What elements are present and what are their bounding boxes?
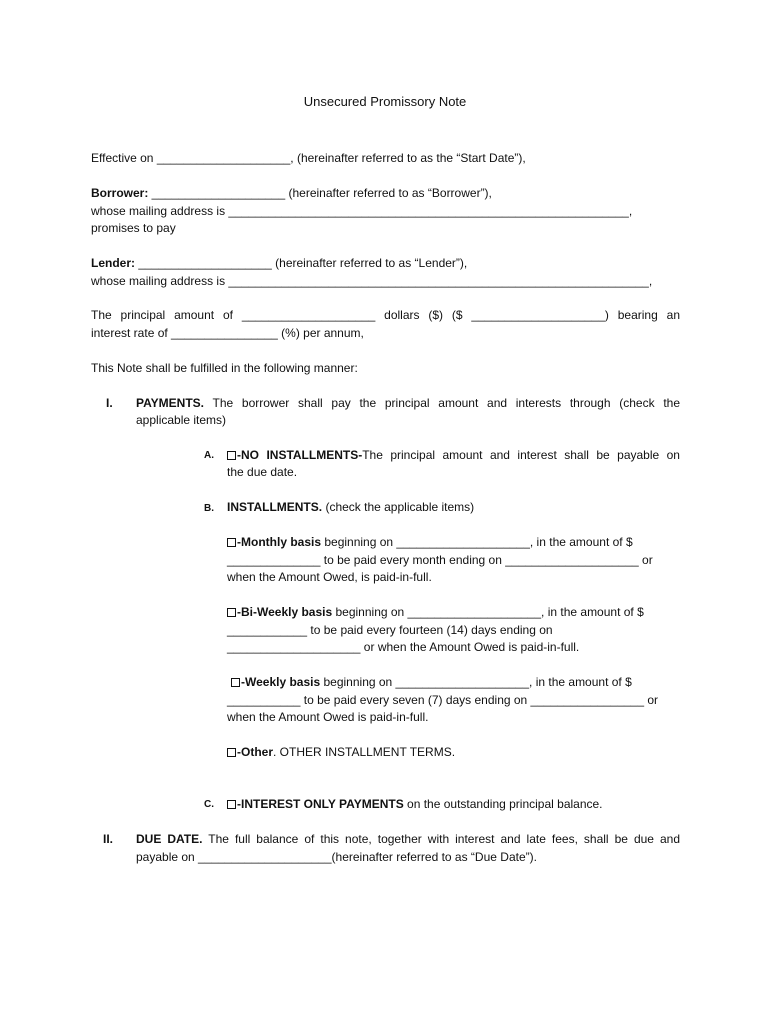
section-1-line-1 <box>136 396 680 410</box>
section-1-numeral: I. <box>106 396 113 410</box>
no-installments-checkbox[interactable] <box>227 451 236 460</box>
lender-line <box>91 256 467 270</box>
borrower-label: Borrower: <box>91 186 149 200</box>
item-c-letter: C. <box>204 799 214 810</box>
item-a-line-2: the due date. <box>227 465 298 479</box>
weekly-heading: -Weekly basis <box>241 675 321 689</box>
section-2-heading: DUE DATE. <box>136 832 203 846</box>
item-c-text: on the outstanding principal balance. <box>403 797 603 811</box>
weekly-line-1 <box>231 675 632 689</box>
monthly-checkbox[interactable] <box>227 538 236 547</box>
monthly-line-1 <box>227 535 633 549</box>
section-1-heading: PAYMENTS. <box>136 396 205 410</box>
section-2-numeral: II. <box>103 832 114 846</box>
item-b-text: (check the applicable items) <box>322 500 475 514</box>
item-b-line <box>227 500 474 514</box>
item-c-line <box>227 797 603 811</box>
effective-date-line: Effective on ____________________, (hereinafter referred to as the “Start Date”), <box>91 151 526 165</box>
item-b-letter: B. <box>204 503 214 514</box>
principal-line-2: interest rate of ________________ (%) per annum, <box>91 326 364 340</box>
monthly-line-3: when the Amount Owed, is paid-in-full. <box>227 570 432 584</box>
other-line <box>227 745 455 759</box>
borrower-promise-line: promises to pay <box>91 221 176 235</box>
principal-line-1: The principal amount of ____________________ dollars ($) ($ ____________________) bearing an <box>91 308 680 322</box>
weekly-text: beginning on ____________________, in the amount of $ <box>320 675 632 689</box>
section-1-line-2: applicable items) <box>136 413 227 427</box>
biweekly-text: beginning on ____________________, in the amount of $ <box>332 605 644 619</box>
weekly-checkbox[interactable] <box>231 678 240 687</box>
biweekly-line-3: ____________________ or when the Amount Owed is paid-in-full. <box>227 640 580 654</box>
item-a-line-1 <box>227 448 680 462</box>
item-c-heading: -INTEREST ONLY PAYMENTS <box>237 797 404 811</box>
item-a-heading: -NO INSTALLMENTS- <box>237 448 363 462</box>
weekly-line-3: when the Amount Owed is paid-in-full. <box>227 710 429 724</box>
item-b-heading: INSTALLMENTS. <box>227 500 323 514</box>
document-title: Unsecured Promissory Note <box>303 94 467 109</box>
lender-text: ____________________ (hereinafter referred to as “Lender”), <box>135 256 468 270</box>
borrower-text: ____________________ (hereinafter referred to as “Borrower”), <box>148 186 492 200</box>
other-text: . OTHER INSTALLMENT TERMS. <box>273 745 456 759</box>
borrower-address-line: whose mailing address is ____________________________________________________________, <box>91 204 633 218</box>
fulfilled-line: This Note shall be fulfilled in the following manner: <box>91 361 358 375</box>
biweekly-heading: -Bi-Weekly basis <box>237 605 333 619</box>
biweekly-line-2: ____________ to be paid every fourteen (14) days ending on <box>227 623 553 637</box>
other-checkbox[interactable] <box>227 748 236 757</box>
other-heading: -Other <box>237 745 273 759</box>
biweekly-checkbox[interactable] <box>227 608 236 617</box>
section-2-line-1 <box>136 832 680 846</box>
item-a-letter: A. <box>204 450 214 461</box>
section-2-text: The full balance of this note, together with interest and late fees, shall be due and <box>202 832 681 846</box>
item-a-text: The principal amount and interest shall be payable on <box>362 448 680 462</box>
monthly-line-2: ______________ to be paid every month ending on ____________________ or <box>227 553 653 567</box>
section-2-line-2: payable on ____________________(hereinafter referred to as “Due Date”). <box>136 850 537 864</box>
biweekly-line-1 <box>227 605 644 619</box>
borrower-line <box>91 186 492 200</box>
weekly-line-2: ___________ to be paid every seven (7) days ending on _________________ or <box>227 693 659 707</box>
monthly-heading: -Monthly basis <box>237 535 322 549</box>
lender-label: Lender: <box>91 256 136 270</box>
lender-address-line: whose mailing address is _______________________________________________________________, <box>91 274 653 288</box>
section-1-text: The borrower shall pay the principal amount and interests through (check the <box>204 396 680 410</box>
interest-only-checkbox[interactable] <box>227 800 236 809</box>
monthly-text: beginning on ____________________, in the amount of $ <box>321 535 633 549</box>
